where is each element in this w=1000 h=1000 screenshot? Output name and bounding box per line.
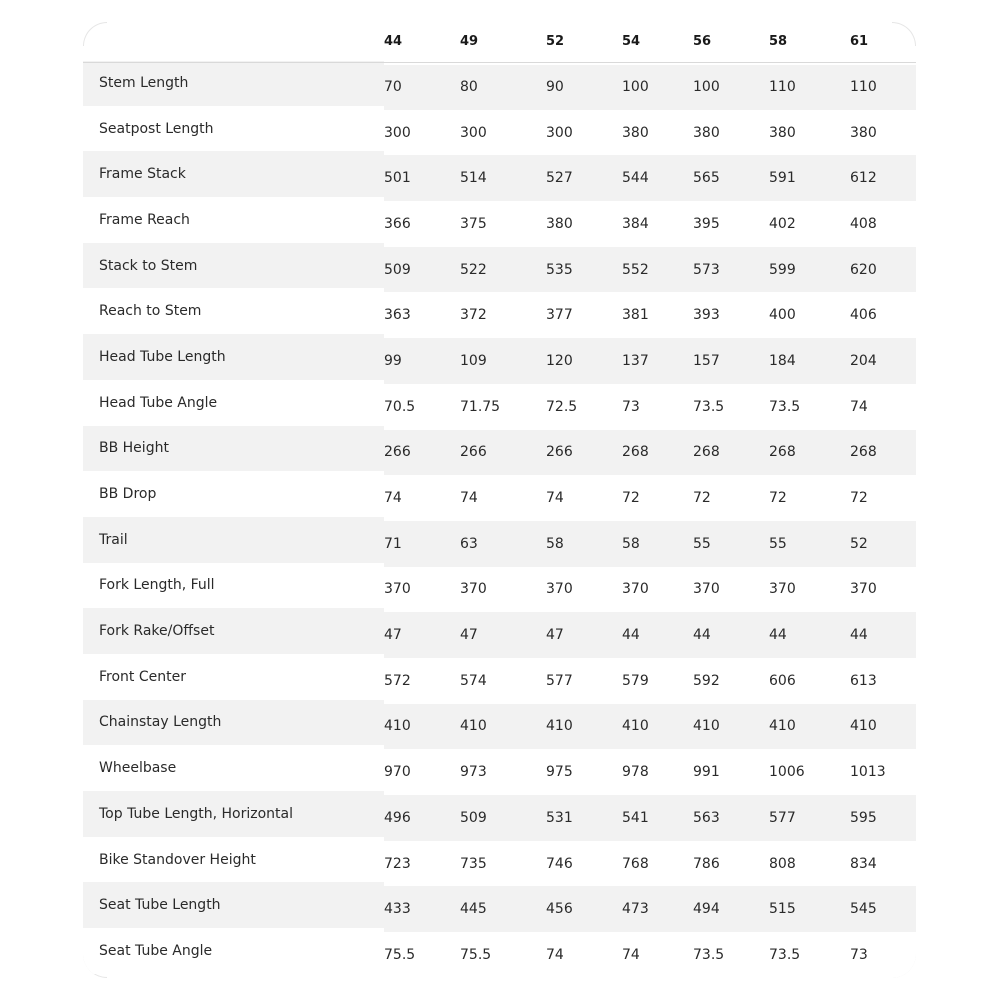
value-cell: 991 xyxy=(693,764,720,781)
value-cell: 393 xyxy=(693,307,720,324)
value-cell: 72.5 xyxy=(546,398,578,415)
row-label: Stack to Stem xyxy=(99,257,198,274)
value-cell: 515 xyxy=(769,901,796,918)
value-cell: 572 xyxy=(384,672,411,689)
value-cell: 563 xyxy=(693,809,720,826)
value-cell: 577 xyxy=(546,672,573,689)
table-row xyxy=(83,473,916,519)
value-cell: 70.5 xyxy=(384,398,416,415)
value-cell: 402 xyxy=(769,215,796,232)
value-cell: 723 xyxy=(384,855,411,872)
value-cell: 372 xyxy=(460,307,487,324)
value-cell: 574 xyxy=(460,672,487,689)
value-cell: 370 xyxy=(769,581,796,598)
table-row xyxy=(83,565,916,611)
value-cell: 380 xyxy=(769,124,796,141)
value-cell: 71.75 xyxy=(460,398,501,415)
value-cell: 501 xyxy=(384,170,411,187)
value-cell: 400 xyxy=(769,307,796,324)
value-cell: 535 xyxy=(546,261,573,278)
value-cell: 445 xyxy=(460,901,487,918)
table-row xyxy=(83,610,916,656)
table-row xyxy=(83,747,916,793)
row-label: Bike Standover Height xyxy=(99,851,256,868)
value-cell: 384 xyxy=(622,215,649,232)
value-cell: 266 xyxy=(384,444,411,461)
value-cell: 579 xyxy=(622,672,649,689)
row-label: Fork Rake/Offset xyxy=(99,623,215,640)
value-cell: 577 xyxy=(769,809,796,826)
value-cell: 573 xyxy=(693,261,720,278)
row-label: BB Drop xyxy=(99,486,157,503)
table-row xyxy=(83,656,916,702)
value-cell: 72 xyxy=(693,490,711,507)
row-label: Head Tube Angle xyxy=(99,394,218,411)
value-cell: 74 xyxy=(460,490,478,507)
value-cell: 75.5 xyxy=(460,946,492,963)
value-cell: 366 xyxy=(384,215,411,232)
table-row xyxy=(83,108,916,154)
value-cell: 410 xyxy=(769,718,796,735)
value-cell: 410 xyxy=(622,718,649,735)
value-cell: 408 xyxy=(850,215,877,232)
table-row xyxy=(83,884,916,930)
size-header: 56 xyxy=(693,22,769,62)
value-cell: 473 xyxy=(622,901,649,918)
value-cell: 370 xyxy=(460,581,487,598)
size-header: 61 xyxy=(850,22,916,62)
value-cell: 110 xyxy=(850,79,877,96)
value-cell: 47 xyxy=(460,627,478,644)
value-cell: 52 xyxy=(850,535,868,552)
geometry-table xyxy=(83,22,916,976)
value-cell: 266 xyxy=(546,444,573,461)
value-cell: 545 xyxy=(850,901,877,918)
value-cell: 100 xyxy=(622,79,649,96)
value-cell: 612 xyxy=(850,170,877,187)
value-cell: 44 xyxy=(850,627,868,644)
row-label: Frame Reach xyxy=(99,211,190,228)
value-cell: 184 xyxy=(769,352,796,369)
value-cell: 834 xyxy=(850,855,877,872)
value-cell: 44 xyxy=(622,627,640,644)
value-cell: 970 xyxy=(384,764,411,781)
geometry-card xyxy=(83,22,916,978)
value-cell: 74 xyxy=(384,490,402,507)
table-row xyxy=(83,245,916,291)
value-cell: 514 xyxy=(460,170,487,187)
value-cell: 565 xyxy=(693,170,720,187)
size-header: 49 xyxy=(460,22,546,62)
table-row xyxy=(83,702,916,748)
value-cell: 44 xyxy=(693,627,711,644)
value-cell: 268 xyxy=(693,444,720,461)
value-cell: 808 xyxy=(769,855,796,872)
value-cell: 592 xyxy=(693,672,720,689)
value-cell: 370 xyxy=(622,581,649,598)
table-row xyxy=(83,839,916,885)
value-cell: 377 xyxy=(546,307,573,324)
value-cell: 72 xyxy=(622,490,640,507)
value-cell: 395 xyxy=(693,215,720,232)
row-label: Seat Tube Length xyxy=(99,897,221,914)
value-cell: 73 xyxy=(622,398,640,415)
value-cell: 786 xyxy=(693,855,720,872)
value-cell: 375 xyxy=(460,215,487,232)
table-row xyxy=(83,793,916,839)
geometry-table-body xyxy=(83,62,916,976)
value-cell: 73.5 xyxy=(693,946,725,963)
value-cell: 300 xyxy=(546,124,573,141)
value-cell: 527 xyxy=(546,170,573,187)
value-cell: 746 xyxy=(546,855,573,872)
value-cell: 100 xyxy=(693,79,720,96)
value-cell: 73.5 xyxy=(769,398,801,415)
value-cell: 204 xyxy=(850,352,877,369)
value-cell: 370 xyxy=(546,581,573,598)
table-row xyxy=(83,199,916,245)
value-cell: 768 xyxy=(622,855,649,872)
value-cell: 44 xyxy=(769,627,787,644)
table-row xyxy=(83,153,916,199)
value-cell: 599 xyxy=(769,261,796,278)
size-header: 54 xyxy=(622,22,693,62)
table-row xyxy=(83,428,916,474)
value-cell: 73 xyxy=(850,946,868,963)
row-label: Stem Length xyxy=(99,75,189,92)
value-cell: 110 xyxy=(769,79,796,96)
table-row xyxy=(83,336,916,382)
table-row xyxy=(83,382,916,428)
value-cell: 380 xyxy=(622,124,649,141)
value-cell: 595 xyxy=(850,809,877,826)
row-label: Seatpost Length xyxy=(99,120,214,137)
value-cell: 433 xyxy=(384,901,411,918)
value-cell: 47 xyxy=(546,627,564,644)
value-cell: 71 xyxy=(384,535,402,552)
value-cell: 55 xyxy=(693,535,711,552)
value-cell: 606 xyxy=(769,672,796,689)
size-header: 58 xyxy=(769,22,850,62)
value-cell: 544 xyxy=(622,170,649,187)
value-cell: 74 xyxy=(546,490,564,507)
value-cell: 380 xyxy=(693,124,720,141)
value-cell: 496 xyxy=(384,809,411,826)
value-cell: 380 xyxy=(850,124,877,141)
value-cell: 47 xyxy=(384,627,402,644)
value-cell: 137 xyxy=(622,352,649,369)
value-cell: 973 xyxy=(460,764,487,781)
value-cell: 80 xyxy=(460,79,478,96)
value-cell: 268 xyxy=(769,444,796,461)
value-cell: 266 xyxy=(460,444,487,461)
value-cell: 541 xyxy=(622,809,649,826)
row-label: Fork Length, Full xyxy=(99,577,215,594)
value-cell: 380 xyxy=(546,215,573,232)
row-label: Top Tube Length, Horizontal xyxy=(99,805,293,822)
value-cell: 73.5 xyxy=(693,398,725,415)
value-cell: 410 xyxy=(460,718,487,735)
row-label: Chainstay Length xyxy=(99,714,222,731)
value-cell: 72 xyxy=(850,490,868,507)
value-cell: 157 xyxy=(693,352,720,369)
value-cell: 74 xyxy=(622,946,640,963)
value-cell: 410 xyxy=(850,718,877,735)
size-header-row xyxy=(83,22,916,62)
row-label: Wheelbase xyxy=(99,760,177,777)
row-label: Front Center xyxy=(99,668,186,685)
value-cell: 74 xyxy=(546,946,564,963)
row-label: Head Tube Length xyxy=(99,348,226,365)
value-cell: 509 xyxy=(460,809,487,826)
value-cell: 58 xyxy=(546,535,564,552)
value-cell: 410 xyxy=(546,718,573,735)
value-cell: 591 xyxy=(769,170,796,187)
value-cell: 735 xyxy=(460,855,487,872)
value-cell: 975 xyxy=(546,764,573,781)
value-cell: 509 xyxy=(384,261,411,278)
value-cell: 55 xyxy=(769,535,787,552)
value-cell: 300 xyxy=(384,124,411,141)
table-row xyxy=(83,519,916,565)
value-cell: 63 xyxy=(460,535,478,552)
row-label: Frame Stack xyxy=(99,166,186,183)
value-cell: 1006 xyxy=(769,764,805,781)
value-cell: 90 xyxy=(546,79,564,96)
value-cell: 73.5 xyxy=(769,946,801,963)
value-cell: 406 xyxy=(850,307,877,324)
value-cell: 978 xyxy=(622,764,649,781)
value-cell: 494 xyxy=(693,901,720,918)
row-label: BB Height xyxy=(99,440,169,457)
value-cell: 300 xyxy=(460,124,487,141)
value-cell: 1013 xyxy=(850,764,886,781)
value-cell: 620 xyxy=(850,261,877,278)
value-cell: 531 xyxy=(546,809,573,826)
value-cell: 363 xyxy=(384,307,411,324)
table-row xyxy=(83,62,916,108)
value-cell: 613 xyxy=(850,672,877,689)
value-cell: 120 xyxy=(546,352,573,369)
value-cell: 74 xyxy=(850,398,868,415)
header-corner-cell xyxy=(83,22,384,62)
value-cell: 370 xyxy=(384,581,411,598)
value-cell: 522 xyxy=(460,261,487,278)
table-row xyxy=(83,930,916,976)
value-cell: 552 xyxy=(622,261,649,278)
value-cell: 75.5 xyxy=(384,946,416,963)
value-cell: 410 xyxy=(384,718,411,735)
row-label: Seat Tube Angle xyxy=(99,942,213,959)
value-cell: 109 xyxy=(460,352,487,369)
value-cell: 70 xyxy=(384,79,402,96)
value-cell: 370 xyxy=(850,581,877,598)
size-header: 52 xyxy=(546,22,622,62)
value-cell: 268 xyxy=(850,444,877,461)
row-label: Reach to Stem xyxy=(99,303,202,320)
value-cell: 58 xyxy=(622,535,640,552)
value-cell: 381 xyxy=(622,307,649,324)
table-row xyxy=(83,290,916,336)
row-label: Trail xyxy=(99,531,128,548)
value-cell: 410 xyxy=(693,718,720,735)
value-cell: 99 xyxy=(384,352,402,369)
value-cell: 268 xyxy=(622,444,649,461)
value-cell: 456 xyxy=(546,901,573,918)
value-cell: 370 xyxy=(693,581,720,598)
size-header: 44 xyxy=(384,22,460,62)
value-cell: 72 xyxy=(769,490,787,507)
